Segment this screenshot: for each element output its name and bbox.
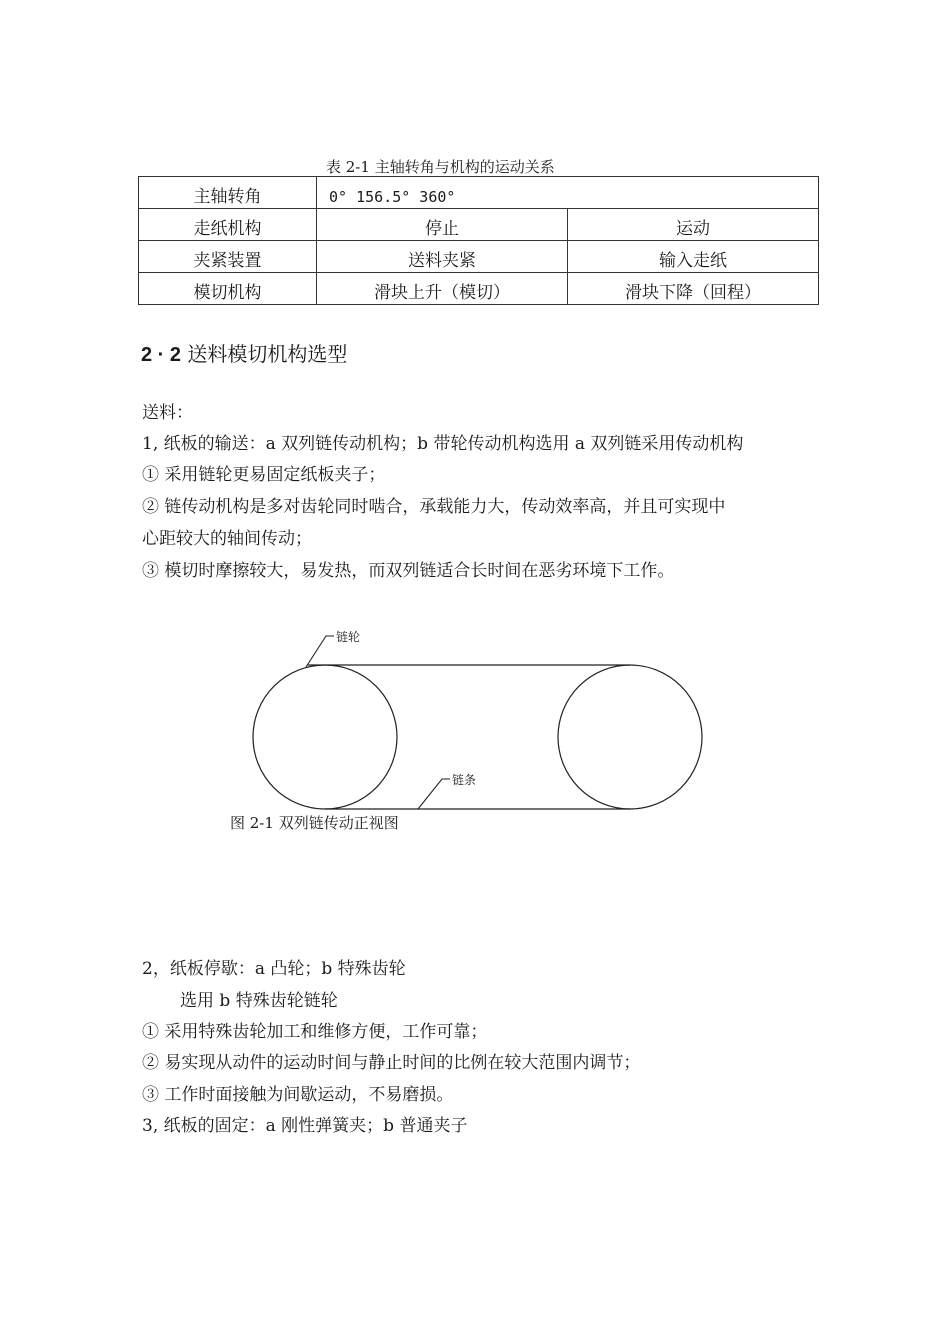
table-cell: 滑块下降（回程） bbox=[568, 273, 819, 305]
table-cell: 送料夹紧 bbox=[317, 241, 568, 273]
right-sprocket bbox=[558, 665, 702, 809]
left-sprocket bbox=[253, 665, 397, 809]
table-caption: 表 2-1 主轴转角与机构的运动关系 bbox=[326, 158, 555, 176]
section-title: 送料模切机构选型 bbox=[187, 342, 348, 366]
stop-line: 3, 纸板的固定：a 刚性弹簧夹；b 普通夹子 bbox=[142, 1116, 468, 1136]
table-row bbox=[139, 177, 819, 209]
section-heading bbox=[141, 338, 347, 367]
stop-line: 选用 b 特殊齿轮链轮 bbox=[180, 991, 338, 1011]
figure-caption: 图 2-1 双列链传动正视图 bbox=[230, 814, 399, 832]
sprocket-leader-line bbox=[306, 636, 334, 667]
table-cell: 走纸机构 bbox=[139, 209, 317, 241]
feed-line: ② 链传动机构是多对齿轮同时啮合，承载能力大，传动效率高，并且可实现中 bbox=[142, 497, 726, 517]
table-cell: 模切机构 bbox=[139, 273, 317, 305]
table-cell: 主轴转角 bbox=[139, 177, 317, 209]
stop-line: ② 易实现从动件的运动时间与静止时间的比例在较大范围内调节； bbox=[142, 1053, 641, 1073]
stop-line: 2，纸板停歇：a 凸轮；b 特殊齿轮 bbox=[142, 959, 406, 979]
chain-leader-line bbox=[418, 779, 450, 809]
chain-label: 链条 bbox=[452, 773, 477, 787]
table-cell: 滑块上升（模切） bbox=[317, 273, 568, 305]
section-number: 2 · 2 bbox=[141, 344, 182, 366]
motion-table bbox=[138, 176, 819, 305]
table-cell: 输入走纸 bbox=[568, 241, 819, 273]
table-row bbox=[139, 273, 819, 305]
feed-line: ① 采用链轮更易固定纸板夹子； bbox=[142, 465, 386, 485]
table-cell: 停止 bbox=[317, 209, 568, 241]
stop-line: ① 采用特殊齿轮加工和维修方便，工作可靠； bbox=[142, 1022, 488, 1042]
chain-drive-figure bbox=[230, 620, 710, 840]
table-cell: 运动 bbox=[568, 209, 819, 241]
feed-label: 送料： bbox=[142, 403, 193, 423]
feed-line: 心距较大的轴间传动； bbox=[142, 529, 312, 549]
table-cell: 0° 156.5° 360° bbox=[317, 177, 819, 209]
feed-line: 1, 纸板的输送：a 双列链传动机构；b 带轮传动机构选用 a 双列链采用传动机构 bbox=[142, 434, 744, 454]
table-cell: 夹紧装置 bbox=[139, 241, 317, 273]
table-row bbox=[139, 209, 819, 241]
stop-line: ③ 工作时面接触为间歇运动，不易磨损。 bbox=[142, 1085, 454, 1105]
table-row bbox=[139, 241, 819, 273]
feed-line: ③ 模切时摩擦较大，易发热，而双列链适合长时间在恶劣环境下工作。 bbox=[142, 561, 675, 581]
sprocket-label: 链轮 bbox=[336, 630, 361, 644]
